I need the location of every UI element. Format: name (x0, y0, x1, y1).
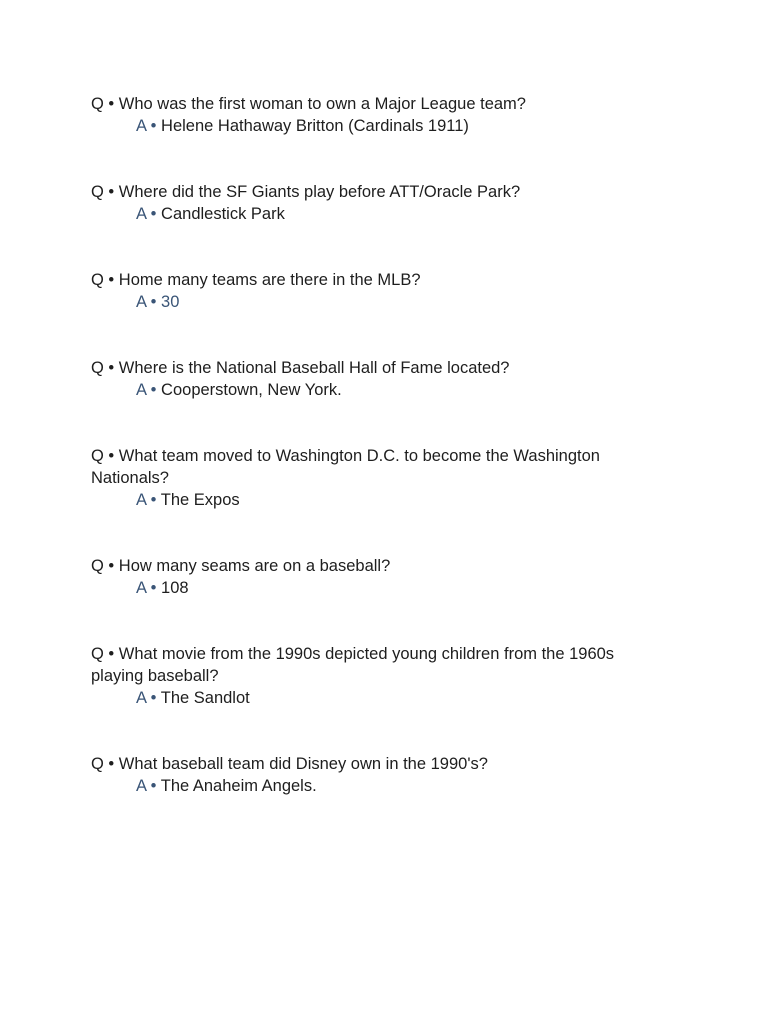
question-text: Q • Where did the SF Giants play before ATT/Oracle Park? (91, 183, 521, 201)
answer-text: The Anaheim Angels. (160, 777, 317, 795)
question-text: Q • What movie from the 1990s depicted young children from the 1960s playing baseball? (91, 645, 615, 685)
answer-marker: A • (136, 491, 161, 509)
question-text: Q • Who was the first woman to own a Major League team? (91, 95, 526, 113)
question-text: Q • What baseball team did Disney own in the 1990's? (91, 755, 488, 773)
qa-item-7 (91, 643, 651, 709)
answer-text: 108 (161, 579, 189, 597)
answer-text: The Expos (160, 491, 240, 509)
answer-line (91, 687, 651, 709)
answer-line (91, 775, 651, 797)
answer-text: Candlestick Park (161, 205, 285, 223)
qa-item-4 (91, 357, 651, 401)
question-text: Q • What team moved to Washington D.C. to become the Washington Nationals? (91, 447, 600, 487)
qa-item-6 (91, 555, 651, 599)
answer-marker: A • (136, 205, 162, 223)
question-text: Q • How many seams are on a baseball? (91, 557, 391, 575)
qa-item-3 (91, 269, 651, 313)
answer-line (91, 115, 651, 137)
question-text: Q • Where is the National Baseball Hall of Fame located? (91, 359, 510, 377)
answer-marker: A • (136, 293, 162, 311)
answer-marker: A • (136, 381, 162, 399)
answer-marker: A • (136, 579, 162, 597)
answer-marker: A • (136, 777, 161, 795)
answer-text: 30 (161, 293, 180, 311)
answer-line (91, 203, 651, 225)
answer-marker: A • (136, 117, 162, 135)
answer-line (91, 577, 651, 599)
qa-item-5 (91, 445, 651, 511)
qa-item-8 (91, 753, 651, 797)
answer-line (91, 291, 651, 313)
trivia-document (91, 93, 651, 841)
answer-line (91, 489, 651, 511)
answer-text: The Sandlot (160, 689, 250, 707)
answer-text: Helene Hathaway Britton (Cardinals 1911) (161, 117, 469, 135)
answer-marker: A • (136, 689, 161, 707)
qa-item-2 (91, 181, 651, 225)
question-text: Q • Home many teams are there in the MLB? (91, 271, 421, 289)
qa-item-1 (91, 93, 651, 137)
answer-line (91, 379, 651, 401)
answer-text: Cooperstown, New York. (161, 381, 342, 399)
